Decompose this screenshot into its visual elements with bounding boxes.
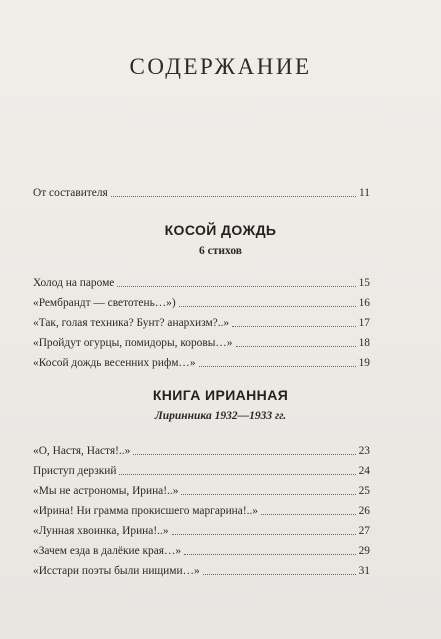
page-title: СОДЕРЖАНИЕ	[129, 54, 312, 79]
toc-entry[interactable]	[33, 562, 370, 578]
toc-entry-page: 27	[358, 525, 370, 537]
section-title-kniga-iriannaya: КНИГА ИРИАННАЯ	[152, 387, 289, 403]
toc-entry-title: Холод на пароме	[33, 277, 115, 289]
toc-entry[interactable]	[33, 354, 370, 370]
toc-entry-page: 26	[358, 505, 370, 517]
dot-leader	[111, 196, 356, 197]
toc-entry-title: «Ирина! Ни грамма прокисшего маргарина!..»	[33, 505, 259, 517]
toc-entry[interactable]	[33, 442, 370, 458]
toc-entry-title: «Рембрандт — светотень…»)	[33, 297, 176, 309]
toc-entry-title: Приступ дерзкий	[33, 465, 117, 477]
dot-leader	[232, 326, 355, 327]
toc-entry-title: «Так, голая техника? Бунт? анархизм?..»	[33, 317, 230, 329]
dot-leader	[117, 286, 355, 287]
toc-entry-page: 15	[358, 277, 370, 289]
toc-entry-title: От составителя	[33, 187, 108, 199]
dot-leader	[172, 534, 356, 535]
toc-entry-page: 25	[358, 485, 370, 497]
toc-entry-title: «Исстари поэты были нищими…»	[33, 565, 200, 577]
dot-leader	[179, 306, 356, 307]
dot-leader	[184, 554, 356, 555]
toc-entry[interactable]	[33, 522, 370, 538]
toc-entry[interactable]	[33, 482, 370, 498]
toc-entry-page: 18	[358, 337, 370, 349]
section-subtitle: Лиринника 1932—1933 гг.	[154, 410, 287, 422]
toc-entry-intro[interactable]	[33, 184, 370, 200]
dot-leader	[236, 346, 356, 347]
toc-entry-title: «Зачем езда в далёкие края…»	[33, 545, 182, 557]
toc-entry-title: «Косой дождь весенних рифм…»	[33, 357, 196, 369]
toc-entry-title: «Пройдут огурцы, помидоры, коровы…»	[33, 337, 233, 349]
toc-entry[interactable]	[33, 502, 370, 518]
toc-entry-page: 31	[358, 565, 370, 577]
toc-entry-page: 17	[358, 317, 370, 329]
toc-entry-page: 23	[358, 445, 370, 457]
toc-entry-title: «Лунная хвоинка, Ирина!..»	[33, 525, 169, 537]
toc-entry[interactable]	[33, 314, 370, 330]
toc-entry-page: 19	[358, 357, 370, 369]
toc-entry[interactable]	[33, 294, 370, 310]
dot-leader	[119, 474, 355, 475]
dot-leader	[133, 454, 355, 455]
toc-entry-title: «Мы не астрономы, Ирина!..»	[33, 485, 179, 497]
dot-leader	[181, 494, 355, 495]
dot-leader	[199, 366, 356, 367]
dot-leader	[261, 514, 356, 515]
toc-entry-page: 11	[359, 187, 370, 199]
toc-entry[interactable]	[33, 462, 370, 478]
dot-leader	[203, 574, 356, 575]
toc-entry-page: 16	[358, 297, 370, 309]
section-subtitle: 6 стихов	[199, 245, 242, 257]
toc-entry-title: «О, Настя, Настя!..»	[33, 445, 131, 457]
section-title-kosoy-dozhd: КОСОЙ ДОЖДЬ	[164, 222, 277, 238]
toc-entry[interactable]	[33, 542, 370, 558]
toc-entry-page: 29	[358, 545, 370, 557]
toc-entry[interactable]	[33, 334, 370, 350]
toc-entry[interactable]	[33, 274, 370, 290]
toc-entry-page: 24	[358, 465, 370, 477]
